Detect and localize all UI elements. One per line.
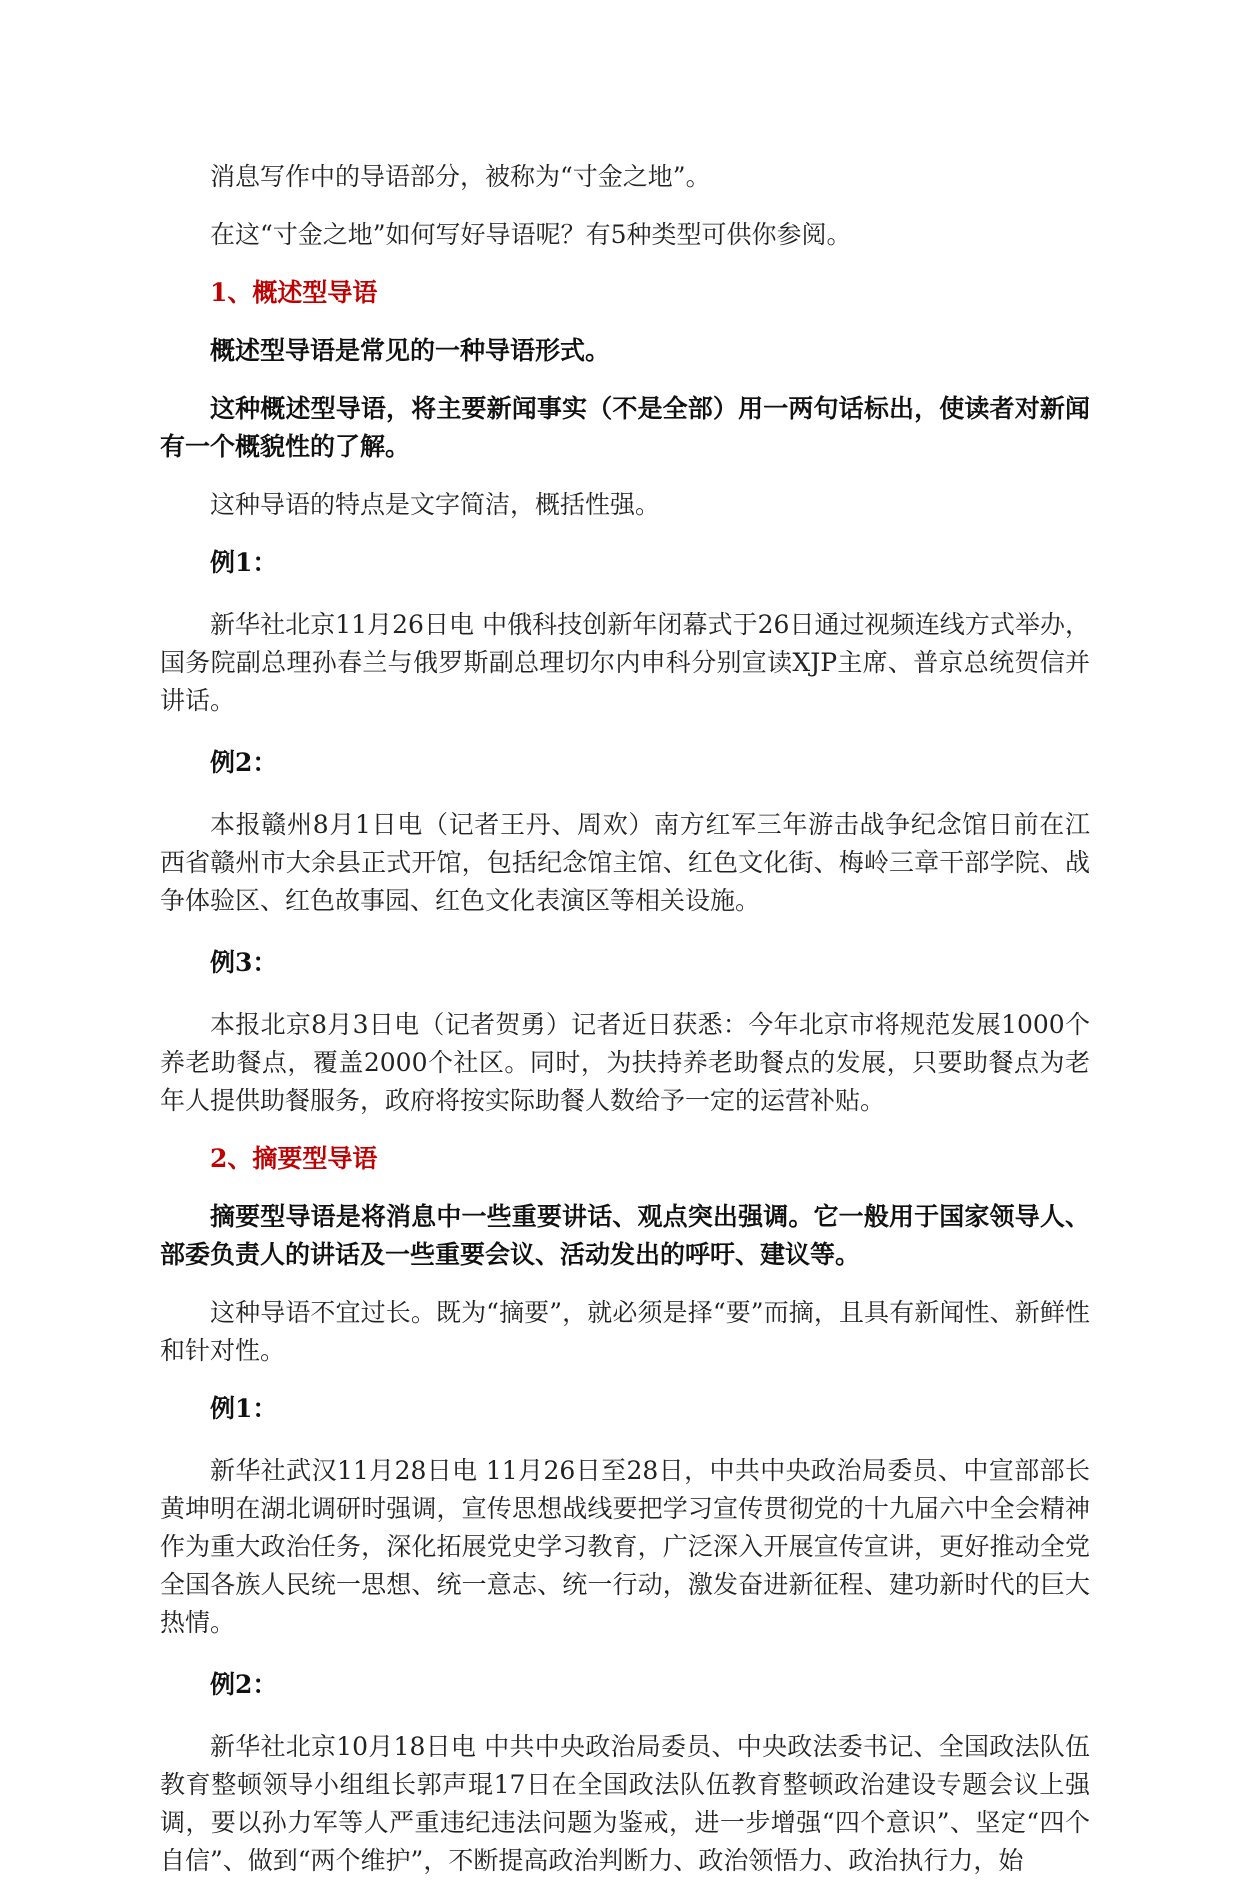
example-label: 例1： xyxy=(210,1394,278,1423)
intro-question-paragraph: 在这“寸金之地”如何写好导语呢？有5种类型可供你参阅。 xyxy=(210,220,852,249)
example-label: 例2： xyxy=(210,1670,278,1699)
overview-definition: 概述型导语是常见的一种导语形式。 xyxy=(210,336,611,365)
example-label: 例1： xyxy=(210,548,278,577)
overview-feature: 这种导语的特点是文字简洁，概括性强。 xyxy=(210,490,661,519)
example-paragraph: 本报赣州8月1日电（记者王丹、周欢）南方红军三年游击战争纪念馆日前在江西省赣州市大余县正式开馆，包括纪念馆主馆、红色文化街、梅岭三章干部学院、战争体验区、红色故事园、红色文化表演区等相关设施。 xyxy=(160,810,1090,915)
section-heading-summary: 2、摘要型导语 xyxy=(210,1144,378,1173)
example-paragraph: 新华社北京11月26日电 中俄科技创新年闭幕式于26日通过视频连线方式举办，国务院副总理孙春兰与俄罗斯副总理切尔内申科分别宣读XJP主席、普京总统贺信并讲话。 xyxy=(160,610,1090,715)
summary-explanation: 这种导语不宜过长。既为“摘要”，就必须是择“要”而摘，且具有新闻性、新鲜性和针对性。 xyxy=(160,1298,1090,1365)
example-label: 例2： xyxy=(210,748,278,777)
example-paragraph: 新华社北京10月18日电 中共中央政治局委员、中央政法委书记、全国政法队伍教育整顿领导小组组长郭声琨17日在全国政法队伍教育整顿政治建设专题会议上强调，要以孙力军等人严重违纪违法问题为鉴戒，进一步增强“四个意识”、坚定“四个自信”、做到“两个维护”，不断提高政治判断力、政治领悟力、政治执行力，始 xyxy=(160,1732,1090,1875)
example-label: 例3： xyxy=(210,948,278,977)
intro-paragraph: 消息写作中的导语部分，被称为“寸金之地”。 xyxy=(210,162,711,191)
overview-explanation: 这种概述型导语，将主要新闻事实（不是全部）用一两句话标出，使读者对新闻有一个概貌性的了解。 xyxy=(160,394,1090,461)
document-page xyxy=(160,158,1090,1880)
example-paragraph: 本报北京8月3日电（记者贺勇）记者近日获悉：今年北京市将规范发展1000个养老助餐点，覆盖2000个社区。同时，为扶持养老助餐点的发展，只要助餐点为老年人提供助餐服务，政府将按实际助餐人数给予一定的运营补贴。 xyxy=(160,1010,1090,1115)
section-heading-overview: 1、概述型导语 xyxy=(210,278,378,307)
summary-definition: 摘要型导语是将消息中一些重要讲话、观点突出强调。它一般用于国家领导人、部委负责人的讲话及一些重要会议、活动发出的呼吁、建议等。 xyxy=(160,1202,1090,1269)
example-paragraph: 新华社武汉11月28日电 11月26日至28日，中共中央政治局委员、中宣部部长黄坤明在湖北调研时强调，宣传思想战线要把学习宣传贯彻党的十九届六中全会精神作为重大政治任务，深化拓展党史学习教育，广泛深入开展宣传宣讲，更好推动全党全国各族人民统一思想、统一意志、统一行动，激发奋进新征程、建功新时代的巨大热情。 xyxy=(160,1456,1090,1637)
